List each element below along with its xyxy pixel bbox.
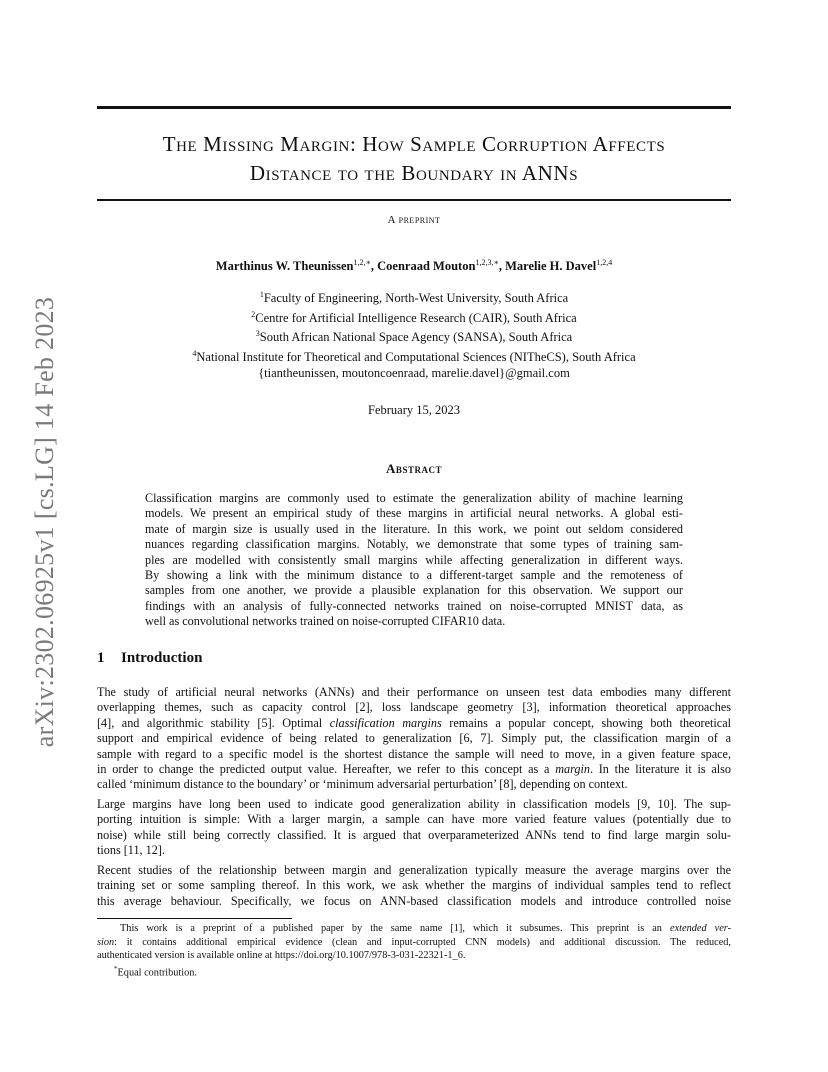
title-line-2: Distance to the Boundary in ANNs — [249, 161, 579, 185]
affiliation-line: $^3$South African National Space Agency (SANSA), South Africa — [255, 329, 573, 345]
abstract-line: Classification margins are commonly used to estimate the generalization ability of machine learning — [145, 491, 683, 505]
paragraph-line: porting intuition is simple: With a larger margin, a sample can have more varied feature values (potentially due to — [97, 812, 731, 827]
footnote-preprint — [97, 922, 731, 963]
paragraph-line: The study of artificial neural networks (ANNs) and their performance on unseen test data embodies many different — [97, 685, 731, 699]
paragraph-line: [4], and algorithmic stability [5]. Optimal classification margins remains a popular concept, showing both theoretical — [97, 715, 732, 730]
emphasis-text: classification margins — [329, 715, 442, 730]
paragraph-2 — [97, 797, 731, 859]
title-rule-bottom — [97, 199, 731, 201]
section-heading — [97, 650, 731, 667]
paragraph-line: support and empirical evidence of being related to generalization [6, 7]. Simply put, the classification margin of a — [97, 731, 731, 746]
footnote-line: authenticated version is available online at https://doi.org/10.1007/978-3-031-22321-1_6. — [97, 950, 466, 961]
paragraph-line: this average behaviour. Specifically, we focus on ANN-based classification models and introduce controlled noise — [97, 893, 731, 908]
title-line-1: The Missing Margin: How Sample Corruption Affects — [162, 132, 666, 156]
paragraph-line: training set or some sampling thereof. In this work, we ask whether the margins of individual samples tend to reflect — [97, 878, 731, 893]
arxiv-identifier: arXiv:2302.06925v1 [cs.LG] 14 Feb 2023 — [30, 296, 59, 748]
affiliations — [97, 287, 731, 381]
author-name: Coenraad Mouton — [377, 259, 476, 274]
paragraph-line: Recent studies of the relationship between margin and generalization typically measure the average margins over the — [97, 863, 731, 877]
paragraph-3 — [97, 863, 731, 909]
abstract-heading: Abstract — [386, 461, 442, 476]
abstract-line: models. We present an empirical study of these margins in artificial neural networks. A global esti- — [145, 506, 683, 521]
author-name: Marthinus W. Theunissen — [215, 259, 354, 274]
paragraph-line: noise) while still being correctly classified. It is argued that overparameterized ANNs tend to find large margin solu- — [97, 827, 731, 842]
emphasis-text: margin — [555, 762, 590, 777]
preprint-label: A preprint — [387, 214, 441, 226]
footnote-equal-contribution — [114, 963, 714, 980]
paragraph-line: sample with regard to a specific model is the shortest distance the sample will need to move, in a given feature space, — [97, 746, 731, 761]
paragraph-line: Large margins have long been used to indicate good generalization ability in classification models [9, 10]. The sup- — [97, 797, 731, 811]
emphasis-text: sion — [97, 936, 115, 948]
section-number: 1 — [97, 650, 105, 666]
paragraph-1 — [97, 685, 731, 793]
abstract-line: mate of margin size is usually used in the literature. In this work, we point out seldom considered — [145, 521, 683, 536]
paper-date: February 15, 2023 — [368, 403, 460, 417]
abstract-line: nuances regarding classification margins. Notably, we demonstrate that some types of training sam- — [145, 537, 683, 552]
abstract-body — [145, 491, 683, 630]
footnote-line: *Equal contribution. — [114, 965, 197, 979]
abstract-line: samples from one another, we provide a plausible explanation for this observation. We support our — [145, 583, 683, 598]
footnote-marker: * — [114, 965, 118, 973]
paragraph-line: in order to change the predicted output value. Hereafter, we refer to this concept as a margin. In the literature it is also — [97, 762, 732, 777]
author-affiliation-marker: 1,2,4 — [596, 258, 613, 267]
abstract-line: well as convolutional networks trained on noise-corrupted CIFAR10 data. — [145, 614, 506, 629]
abstract-line: findings with an analysis of fully-connected networks trained on noise-corrupted MNIST data, as — [145, 598, 683, 613]
author-emails: {tiantheunissen, moutoncoenraad, marelie.davel}@gmail.com — [258, 365, 570, 380]
paragraph-line: overlapping themes, such as capacity control [2], loss landscape geometry [3], information theoretical approaches — [97, 700, 731, 715]
paragraph-line: tions [11, 12]. — [97, 843, 165, 858]
author-affiliation-marker: 1,2,3,∗ — [475, 258, 499, 267]
title-rule-top — [97, 106, 731, 109]
footnote-rule — [97, 918, 292, 919]
abstract-line: ples are modelled with consistently small margins while affecting generalization in different ways. — [145, 552, 683, 567]
paper-title — [97, 130, 731, 188]
author-affiliation-marker: 1,2,∗ — [353, 258, 371, 267]
section-title: Introduction — [121, 650, 203, 666]
paragraph-line: called ‘minimum distance to the boundary’ or ‘minimum adversarial perturbation’ [8], depending on context. — [97, 777, 628, 792]
footnote-line: sion: it contains additional empirical evidence (clean and input-corrupted CNN models) and additional discussion. The reduced, — [97, 936, 731, 948]
author-list: Marthinus W. Theunissen$^{1,2,∗}$, Coenraad Mouton$^{1,2,3,∗}$, Marelie H. Davel$^{1,2,4}$ — [215, 258, 613, 274]
affiliation-line: $^1$Faculty of Engineering, North-West University, South Africa — [259, 290, 569, 306]
emphasis-text: extended ver- — [670, 923, 731, 934]
affiliation-line: $^4$National Institute for Theoretical and Computational Sciences (NITheCS), South Africa — [192, 348, 636, 365]
affiliation-line: $^2$Centre for Artificial Intelligence Research (CAIR), South Africa — [251, 309, 577, 325]
abstract-line: By showing a link with the minimum distance to a different-target sample and the remoteness of — [145, 568, 683, 583]
author-name: Marelie H. Davel — [505, 259, 597, 274]
footnote-line: This work is a preprint of a published paper by the same name [1], which it subsumes. This preprint is an extended ver- — [120, 923, 731, 934]
